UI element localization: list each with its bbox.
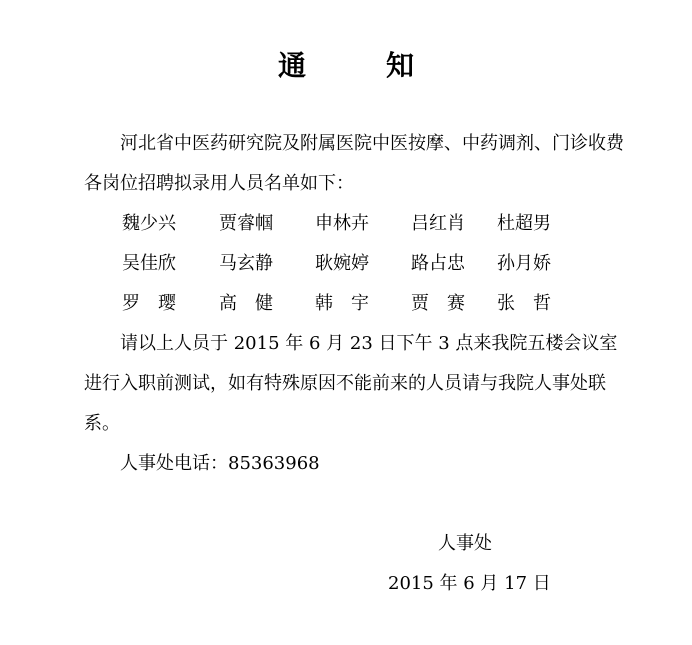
intro-text: 河北省中医药研究院及附属医院中医按摩、中药调剂、门诊收费各岗位招聘拟录用人员名单如下： — [84, 133, 624, 194]
contact-label: 人事处电话： — [120, 453, 228, 474]
candidate-name: 耿婉婷 — [315, 253, 369, 274]
candidate-name: 路占忠 — [411, 253, 465, 274]
signature-department: 人事处 — [438, 533, 492, 554]
candidate-name: 罗璎 — [122, 293, 194, 314]
candidate-name: 杜超男 — [497, 213, 551, 234]
candidate-name: 张哲 — [497, 293, 569, 314]
signature-date: 2015 年 6 月 17 日 — [388, 573, 551, 594]
notice-title: 通知 — [277, 49, 494, 82]
instruction-text: 请以上人员于 2015 年 6 月 23 日下午 3 点来我院五楼会议室进行入职前测试，如有特殊原因不能前来的人员请与我院人事处联系。 — [84, 333, 618, 434]
name-row — [0, 244, 692, 284]
contact-line — [84, 444, 624, 484]
intro-paragraph — [84, 124, 624, 204]
name-row — [0, 284, 692, 324]
candidate-name-list — [0, 204, 692, 324]
candidate-name: 马玄静 — [219, 253, 273, 274]
name-row — [0, 204, 692, 244]
instruction-paragraph — [84, 324, 624, 444]
candidate-name: 贾睿帼 — [219, 213, 273, 234]
candidate-name: 吴佳欣 — [122, 253, 176, 274]
candidate-name: 吕红肖 — [411, 213, 465, 234]
candidate-name: 贾赛 — [411, 293, 483, 314]
candidate-name: 魏少兴 — [122, 213, 176, 234]
candidate-name: 韩宇 — [315, 293, 387, 314]
contact-phone: 85363968 — [228, 453, 320, 474]
candidate-name: 申林卉 — [315, 213, 369, 234]
candidate-name: 高健 — [219, 293, 291, 314]
candidate-name: 孙月娇 — [497, 253, 551, 274]
